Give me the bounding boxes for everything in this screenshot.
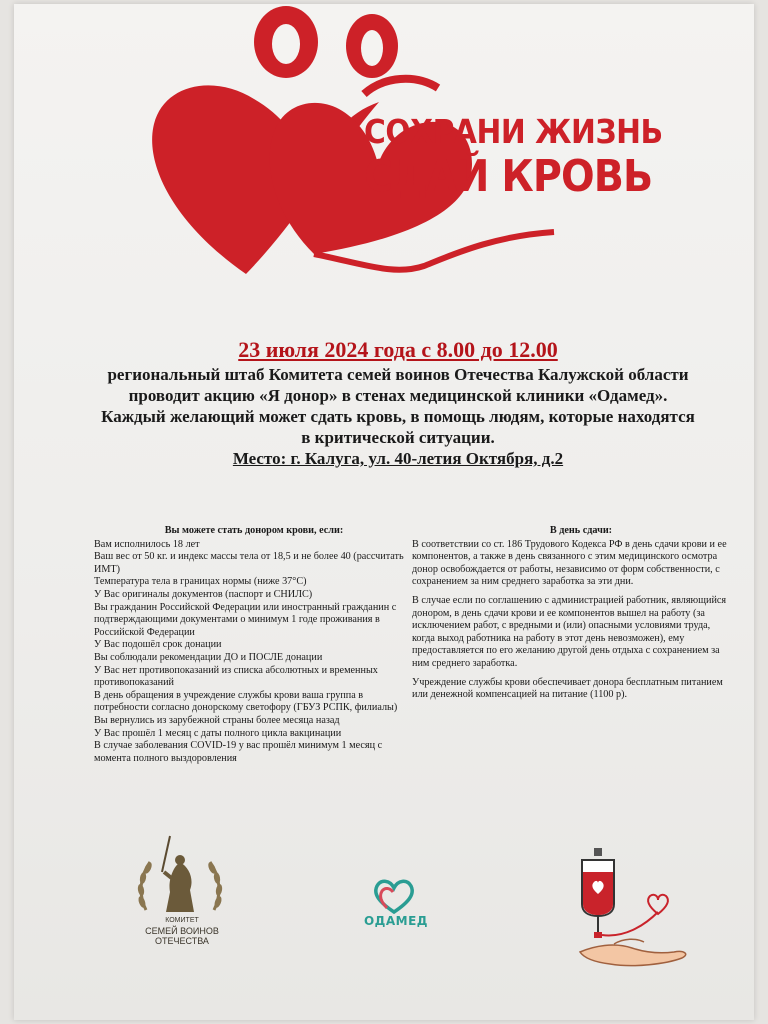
condition-item: Вы соблюдали рекомендации ДО и ПОСЛЕ донации — [94, 651, 323, 663]
committee-line-1: КОМИТЕТ — [165, 917, 199, 924]
event-intro — [74, 336, 722, 470]
condition-item: Вам исполнилось 18 лет — [94, 538, 200, 550]
donation-day-paragraph: Учреждение службы крови обеспечивает донора бесплатным питанием или денежной компенсацией на питание (1100 р). — [412, 676, 723, 701]
blood-donation-icon — [574, 842, 702, 976]
intro-line-2: проводит акцию «Я донор» в стенах медицинской клиники «Одамед». — [128, 386, 668, 405]
donation-day-info — [412, 525, 730, 708]
donation-day-paragraph: В случае если по соглашению с администрацией работник, являющийся донором, в день сдачи крови и ее компонентов вышел на работу (за исключением работ, с вредными и (или) опасными условиями труда, когда выход работника на работу в этот день невозможен), ему предоставляется по его желанию другой день отдыха с сохранением за ним среднего заработка. — [412, 594, 727, 669]
slogan-line-2: СДАЙ КРОВЬ — [364, 151, 653, 202]
condition-item: У Вас оригиналы документов (паспорт и СНИЛС) — [94, 588, 313, 600]
committee-label — [132, 916, 232, 946]
intro-line-4: в критической ситуации. — [301, 428, 495, 447]
condition-item: Ваш вес от 50 кг. и индекс массы тела от 18,5 и не более 40 (рассчитать ИМТ) — [94, 551, 404, 575]
event-date-time: 23 июля 2024 года с 8.00 до 12.00 — [238, 337, 558, 362]
slogan — [364, 112, 663, 202]
condition-item: Температура тела в границах нормы (ниже 37°С) — [94, 576, 307, 588]
donor-conditions — [94, 525, 414, 765]
committee-line-2: СЕМЕЙ ВОИНОВ — [145, 926, 219, 936]
intro-line-3: Каждый желающий может сдать кровь, в помощь людям, которые находятся — [101, 407, 695, 426]
intro-line-1: региональный штаб Комитета семей воинов Отечества Калужской области — [107, 365, 689, 384]
condition-item: Вы гражданин Российской Федерации или иностранный гражданин с подтверждающими документами о минимум 1 годе проживания в Российской Федерации — [94, 601, 397, 638]
conditions-title: Вы можете стать донором крови, если: — [164, 525, 344, 536]
condition-item: Вы вернулись из зарубежной страны более месяца назад — [94, 714, 340, 726]
donation-day-paragraph: В соответствии со ст. 186 Трудового Кодекса РФ в день сдачи крови и ее компонентов, а также в день связанного с этим медицинского осмотра донор освобождается от работы, независимо от форм собственности, с сохранением за ним среднего заработка за эти дни. — [412, 538, 727, 588]
condition-item: У Вас нет противопоказаний из списка абсолютных и временных противопоказаний — [94, 664, 378, 689]
condition-item: У Вас прошёл 1 месяц с даты полного цикла вакцинации — [94, 727, 342, 739]
condition-item: В день обращения в учреждение службы крови ваша группа в потребности согласно донорскому светофору (ГБУЗ РСПК, филиалы) — [94, 689, 398, 714]
odamed-name: ОДАМЕД — [363, 914, 428, 928]
condition-item: У Вас подошёл срок донации — [94, 639, 222, 651]
odamed-logo-icon — [371, 876, 417, 916]
event-place: Место: г. Калуга, ул. 40-летия Октября, д.2 — [232, 449, 564, 468]
condition-item: В случае заболевания COVID-19 у вас прошёл минимум 1 месяц с момента полного выздоровления — [94, 740, 383, 764]
slogan-line-1: СОХРАНИ ЖИЗНЬ — [364, 112, 663, 151]
donation-day-title: В день сдачи: — [549, 525, 613, 536]
poster-sheet — [14, 4, 754, 1020]
committee-line-3: ОТЕЧЕСТВА — [155, 936, 209, 946]
